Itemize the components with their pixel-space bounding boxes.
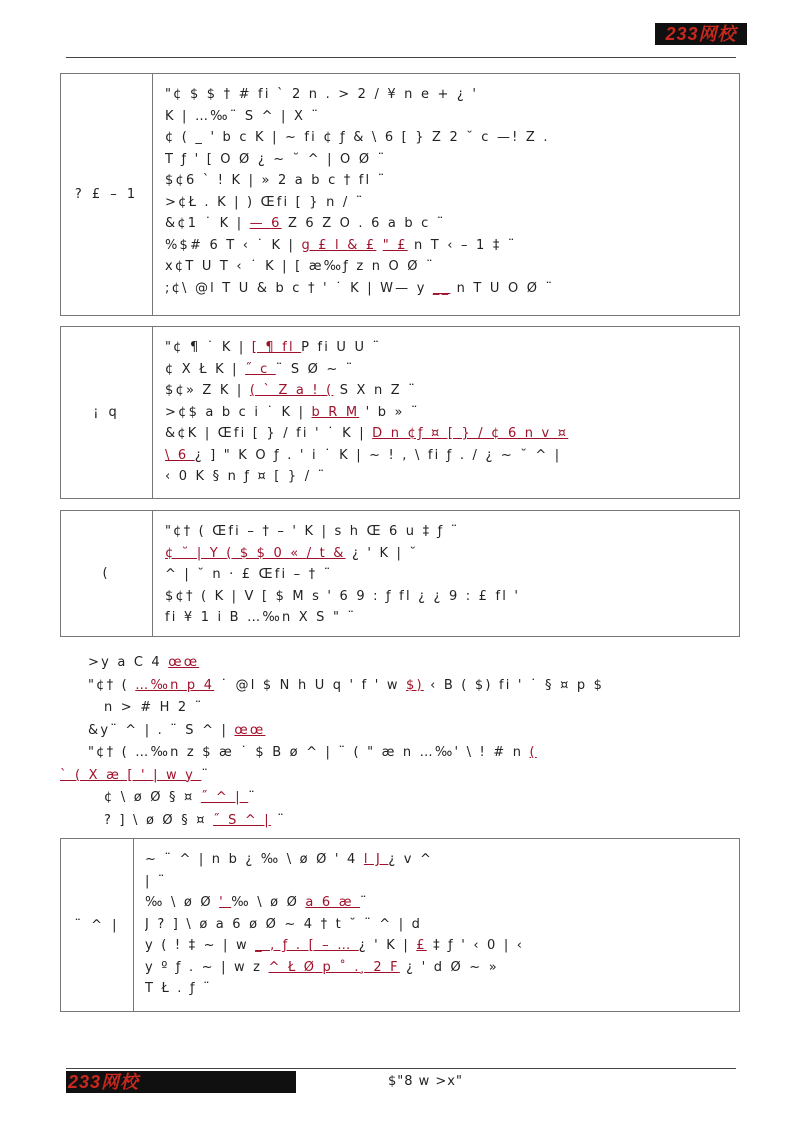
- line-text: ? ] \ ø Ø § ¤: [104, 812, 214, 828]
- line-text: ‹ B ( $) fi ' ˙ § ¤ p $: [423, 677, 605, 693]
- underlined-link-text[interactable]: ^ Ł Ø p ˚ . ̧ 2 F: [268, 959, 400, 975]
- text-line: [165, 586, 731, 608]
- line-text: ' b » ¨: [359, 404, 420, 420]
- line-text: y º ƒ . ~ | w z: [145, 959, 269, 975]
- line-text: n T U O Ø ¨: [450, 280, 555, 296]
- line-text: ¨: [360, 895, 369, 910]
- line-text: %$# 6 T ‹ ˙ K |: [165, 237, 302, 253]
- underlined-link-text[interactable]: ˝ ^ |: [200, 790, 249, 805]
- line-text: ¨: [248, 790, 257, 805]
- underlined-link-text[interactable]: /: [306, 545, 320, 561]
- text-line: [145, 892, 731, 914]
- line-text: ¢ X Ł K |: [165, 361, 246, 377]
- text-line: [165, 445, 731, 467]
- line-text: &y¨ ^ | . ¨ S ^ |: [88, 722, 235, 738]
- line-text: ˙ @l $ N h U q ' f ' w: [214, 677, 407, 693]
- underlined-link-text[interactable]: " £: [382, 237, 408, 253]
- underlined-link-text[interactable]: [ ¶ fl: [251, 340, 302, 355]
- line-text: ¿ ' K |: [358, 938, 417, 953]
- footer-logo: 233网校: [66, 1071, 296, 1093]
- text-line: [165, 564, 731, 586]
- line-text: >y a C 4: [88, 655, 169, 670]
- text-line: [60, 787, 740, 810]
- line-text: n T ‹ – 1 ‡ ¨: [407, 237, 517, 253]
- header-rule: [66, 57, 736, 58]
- line-text: ¿ ] " K O ƒ . ' i ˙ K | ~ ! , \ fi ƒ . / ¿ ~ ˘ ^ |: [194, 447, 562, 463]
- text-line: [60, 652, 740, 675]
- line-text: T Ł . ƒ ¨: [145, 981, 212, 996]
- line-text: S X n Z ¨: [333, 383, 417, 398]
- underlined-link-text[interactable]: ˝ S ^ |: [213, 812, 271, 828]
- line-text: x¢T U T ‹ ˙ K | [ æ‰ƒ z n O Ø ¨: [165, 259, 435, 274]
- underlined-link-text[interactable]: ': [219, 895, 232, 910]
- section-label: ¡ q: [61, 327, 153, 498]
- line-text: ¿ ' K | ˘: [345, 545, 419, 561]
- line-text: | ¨: [145, 873, 167, 889]
- header-logo: 233网校: [655, 23, 747, 45]
- section-content: [165, 521, 731, 629]
- line-text: ¨: [270, 812, 286, 828]
- underlined-link-text[interactable]: b R M: [311, 404, 360, 420]
- text-line: [145, 935, 731, 957]
- line-text: $¢» Z K |: [165, 383, 250, 398]
- text-line: [165, 278, 731, 300]
- underlined-link-text[interactable]: $): [406, 677, 424, 693]
- line-text: ¨ S Ø ~ ¨: [275, 361, 355, 377]
- line-text: >¢Ł . K | ) Œfi [ } n / ¨: [165, 194, 365, 210]
- text-line: [145, 957, 731, 979]
- line-text: y ( ! ‡ ~ | w: [145, 938, 256, 953]
- section-content: [165, 84, 731, 299]
- underlined-link-text[interactable]: \ 6: [165, 447, 195, 463]
- text-line: [165, 380, 731, 402]
- underlined-link-text[interactable]: l J: [363, 852, 389, 867]
- line-text: T ƒ ' [ O Ø ¿ ~ ˘ ^ | O Ø ¨: [165, 151, 387, 167]
- underlined-link-text[interactable]: t &: [319, 545, 346, 561]
- underlined-link-text[interactable]: (: [529, 745, 537, 760]
- underlined-link-text[interactable]: £: [416, 938, 427, 953]
- text-line: [165, 423, 731, 445]
- underlined-link-text[interactable]: ˝ c: [245, 361, 276, 377]
- underlined-link-text[interactable]: —: [249, 216, 272, 231]
- line-text: ¿ v ^: [388, 852, 434, 867]
- underlined-link-text[interactable]: ( ` Z a ! (: [249, 383, 334, 398]
- underlined-link-text[interactable]: œœ: [234, 722, 266, 738]
- section-box-1: [60, 73, 740, 316]
- text-line: [165, 543, 731, 565]
- line-text: ‹ 0 K § n ƒ ¤ [ } / ¨: [165, 469, 327, 484]
- underlined-link-text[interactable]: œœ: [168, 655, 200, 670]
- text-line: [60, 675, 740, 698]
- underlined-link-text[interactable]: __: [432, 280, 451, 296]
- footer-rule: [66, 1068, 736, 1069]
- line-text: n > # H 2 ¨: [104, 700, 204, 715]
- text-line: [165, 127, 731, 149]
- text-line: [145, 871, 731, 893]
- underlined-link-text[interactable]: 6: [271, 216, 282, 231]
- text-line: [60, 720, 740, 743]
- text-line: [165, 607, 731, 629]
- section-label: ? £ – 1: [61, 74, 153, 315]
- footer-page-text: $"8 w >x": [388, 1074, 463, 1089]
- line-text: Z 6 Z O . 6 a b c ¨: [281, 216, 446, 231]
- text-line: [165, 337, 731, 359]
- line-text: "¢† ( Œfi – † – ' K | s h Œ 6 u ‡ ƒ ¨: [165, 524, 460, 539]
- line-text: ¢ \ ø Ø § ¤: [104, 790, 201, 805]
- underlined-link-text[interactable]: _ , ƒ . [ – …: [255, 938, 359, 953]
- body-text: [60, 652, 740, 832]
- text-line: [165, 149, 731, 171]
- text-line: [145, 978, 731, 1000]
- text-line: [60, 765, 740, 788]
- line-text: "¢† (: [88, 677, 136, 693]
- section-content: [165, 337, 731, 488]
- line-text: ‰ \ ø Ø: [231, 895, 306, 910]
- text-line: [60, 810, 740, 833]
- line-text: ;¢\ @l T U & b c † ' ˙ K | W— y: [165, 280, 433, 296]
- text-line: [165, 256, 731, 278]
- text-line: [165, 213, 731, 235]
- text-line: [145, 849, 731, 871]
- text-line: [165, 84, 731, 106]
- section-label: ¨ ^ |: [61, 839, 134, 1011]
- underlined-link-text[interactable]: g £ l & £: [301, 237, 377, 253]
- line-text: "¢† ( …‰n z $ æ ˙ $ B ø ^ | ¨ ( " æ n …‰' \ ! # n: [88, 745, 530, 760]
- text-line: [165, 170, 731, 192]
- line-text: $¢6 ` ! K | » 2 a b c † fl ¨: [165, 173, 387, 188]
- text-line: [60, 742, 740, 765]
- underlined-link-text[interactable]: D n ¢ƒ ¤ [ } / ¢ 6 n v ¤: [372, 426, 569, 441]
- text-line: [165, 466, 731, 488]
- line-text: "¢ $ $ † # fi ` 2 n . > 2 / ¥ n e + ¿ ': [165, 87, 479, 102]
- line-text: ~ ¨ ^ | n b ¿ ‰ \ ø Ø ' 4: [145, 852, 364, 867]
- line-text: J ? ] \ ø a 6 ø Ø ~ 4 † t ˘ ¨ ^ | d: [145, 916, 423, 932]
- line-text: &¢1 ˙ K |: [165, 216, 250, 231]
- line-text: &¢K | Œfi [ } / fi ' ˙ K |: [165, 426, 373, 441]
- section-box-2: [60, 326, 740, 499]
- line-text: ¨: [201, 767, 211, 783]
- underlined-link-text[interactable]: a 6 æ: [305, 895, 360, 910]
- text-line: [165, 106, 731, 128]
- text-line: [165, 402, 731, 424]
- text-line: [60, 697, 740, 720]
- line-text: P fi U U ¨: [301, 340, 382, 355]
- line-text: ¢ ( _ ' b c K | ~ fi ¢ ƒ & \ 6 [ } Z 2 ˘ c —! Z .: [165, 130, 550, 145]
- line-text: "¢ ¶ ˙ K |: [165, 340, 252, 355]
- line-text: fi ¥ 1 i B …‰n X S " ¨: [165, 610, 357, 625]
- text-line: [165, 521, 731, 543]
- line-text: K | …‰¨ S ^ | X ¨: [165, 108, 321, 124]
- text-line: [165, 192, 731, 214]
- text-line: [165, 235, 731, 257]
- line-text: ‰ \ ø Ø: [145, 895, 220, 910]
- underlined-link-text[interactable]: …‰n p 4: [135, 677, 215, 693]
- line-text: ¿ ' d Ø ~ »: [399, 959, 499, 975]
- underlined-link-text[interactable]: ` ( X æ [ ' | w y: [60, 767, 202, 783]
- text-line: [145, 914, 731, 936]
- underlined-link-text[interactable]: ¢ ˘ | Y: [165, 545, 227, 561]
- line-text: >¢$ a b c i ˙ K |: [165, 404, 312, 420]
- line-text: $¢† ( K | V [ $ M s ' 6 9 : ƒ fl ¿ ¿ 9 : £ fl ': [165, 588, 521, 604]
- line-text: ^ | ˘ n · £ Œfi – † ¨: [165, 567, 333, 582]
- line-text: ‡ ƒ ' ‹ 0 | ‹: [426, 938, 525, 953]
- text-line: [165, 359, 731, 381]
- section-content: [145, 849, 731, 1000]
- underlined-link-text[interactable]: ( $ $ 0 «: [226, 545, 307, 561]
- section-box-4: [60, 838, 740, 1012]
- section-label: (: [61, 511, 153, 636]
- section-box-3: [60, 510, 740, 637]
